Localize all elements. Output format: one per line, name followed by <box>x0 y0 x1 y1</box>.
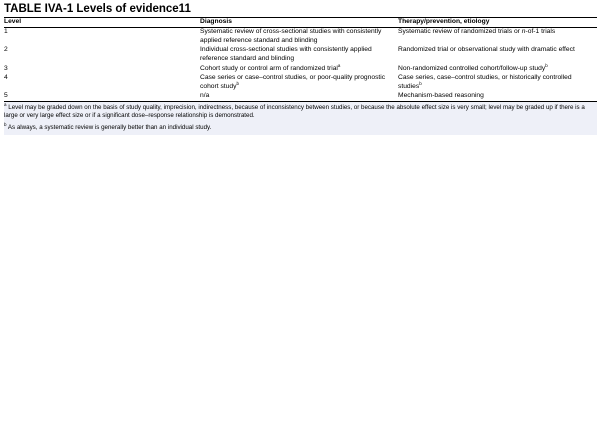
diagnosis-cell: Systematic review of cross-sectional studies with consistently applied reference standard and blinding <box>200 28 382 44</box>
diagnosis-cell: Individual cross-sectional studies with consistently applied reference standard and blinding <box>200 46 372 62</box>
therapy-text: Non-randomized controlled cohort/follow-up study <box>398 65 546 72</box>
diagnosis-cell <box>200 74 398 92</box>
table-title: TABLE IVA-1 Levels of evidence11 <box>4 3 191 15</box>
table-row <box>4 74 597 92</box>
footnote <box>4 101 597 120</box>
footnote-text: As always, a systematic review is generally better than an individual study. <box>7 124 212 131</box>
therapy-italic: n <box>521 28 526 35</box>
therapy-cell: Mechanism-based reasoning <box>398 92 597 102</box>
footnote-marker: b <box>4 121 7 127</box>
evidence-table <box>4 17 597 102</box>
diagnosis-text: Case series or case–control studies, or poor-quality prognostic cohort study <box>200 74 386 90</box>
level-cell: 4 <box>4 74 8 81</box>
footnote-text: Level may be graded down on the basis of study quality, imprecision, indirectness, because of inconsistency between studies, or because the absolute effect size is very small; level may be graded up if there is a large or very large effect size or if a significant dose–response relationship is demonstrated. <box>4 104 585 119</box>
footnote-marker: a <box>337 62 341 68</box>
column-header-diagnosis: Diagnosis <box>200 18 398 28</box>
level-cell: 5 <box>4 92 200 102</box>
diagnosis-cell <box>200 64 398 74</box>
evidence-table-container <box>4 17 597 102</box>
therapy-cell: Randomized trial or observational study with dramatic effect <box>398 46 575 53</box>
footnote-marker: b <box>419 80 422 86</box>
level-cell: 2 <box>4 46 8 53</box>
table-row <box>4 92 597 102</box>
therapy-text: Case series, case–control studies, or historically controlled studies <box>398 74 572 90</box>
level-cell: 3 <box>4 65 8 72</box>
column-header-level: Level <box>4 18 200 28</box>
therapy-text-end: -of-1 trials <box>525 28 556 35</box>
diagnosis-text: Cohort study or control arm of randomized trial <box>200 65 338 72</box>
table-header-row <box>4 18 597 28</box>
table-row <box>4 64 597 74</box>
footnotes-panel <box>4 102 597 135</box>
table-row <box>4 46 597 64</box>
table-row <box>4 28 597 47</box>
footnote <box>4 121 597 132</box>
therapy-cell <box>398 28 597 47</box>
therapy-text: Systematic review of randomized trials or <box>398 28 522 35</box>
footnote-marker: a <box>4 101 7 107</box>
footnote-marker: b <box>545 62 548 68</box>
level-cell: 1 <box>4 28 8 35</box>
therapy-cell <box>398 64 597 74</box>
footnote-marker: b <box>236 80 239 86</box>
diagnosis-cell: n/a <box>200 92 398 102</box>
column-header-therapy: Therapy/prevention, etiology <box>398 18 597 28</box>
therapy-cell <box>398 74 597 92</box>
